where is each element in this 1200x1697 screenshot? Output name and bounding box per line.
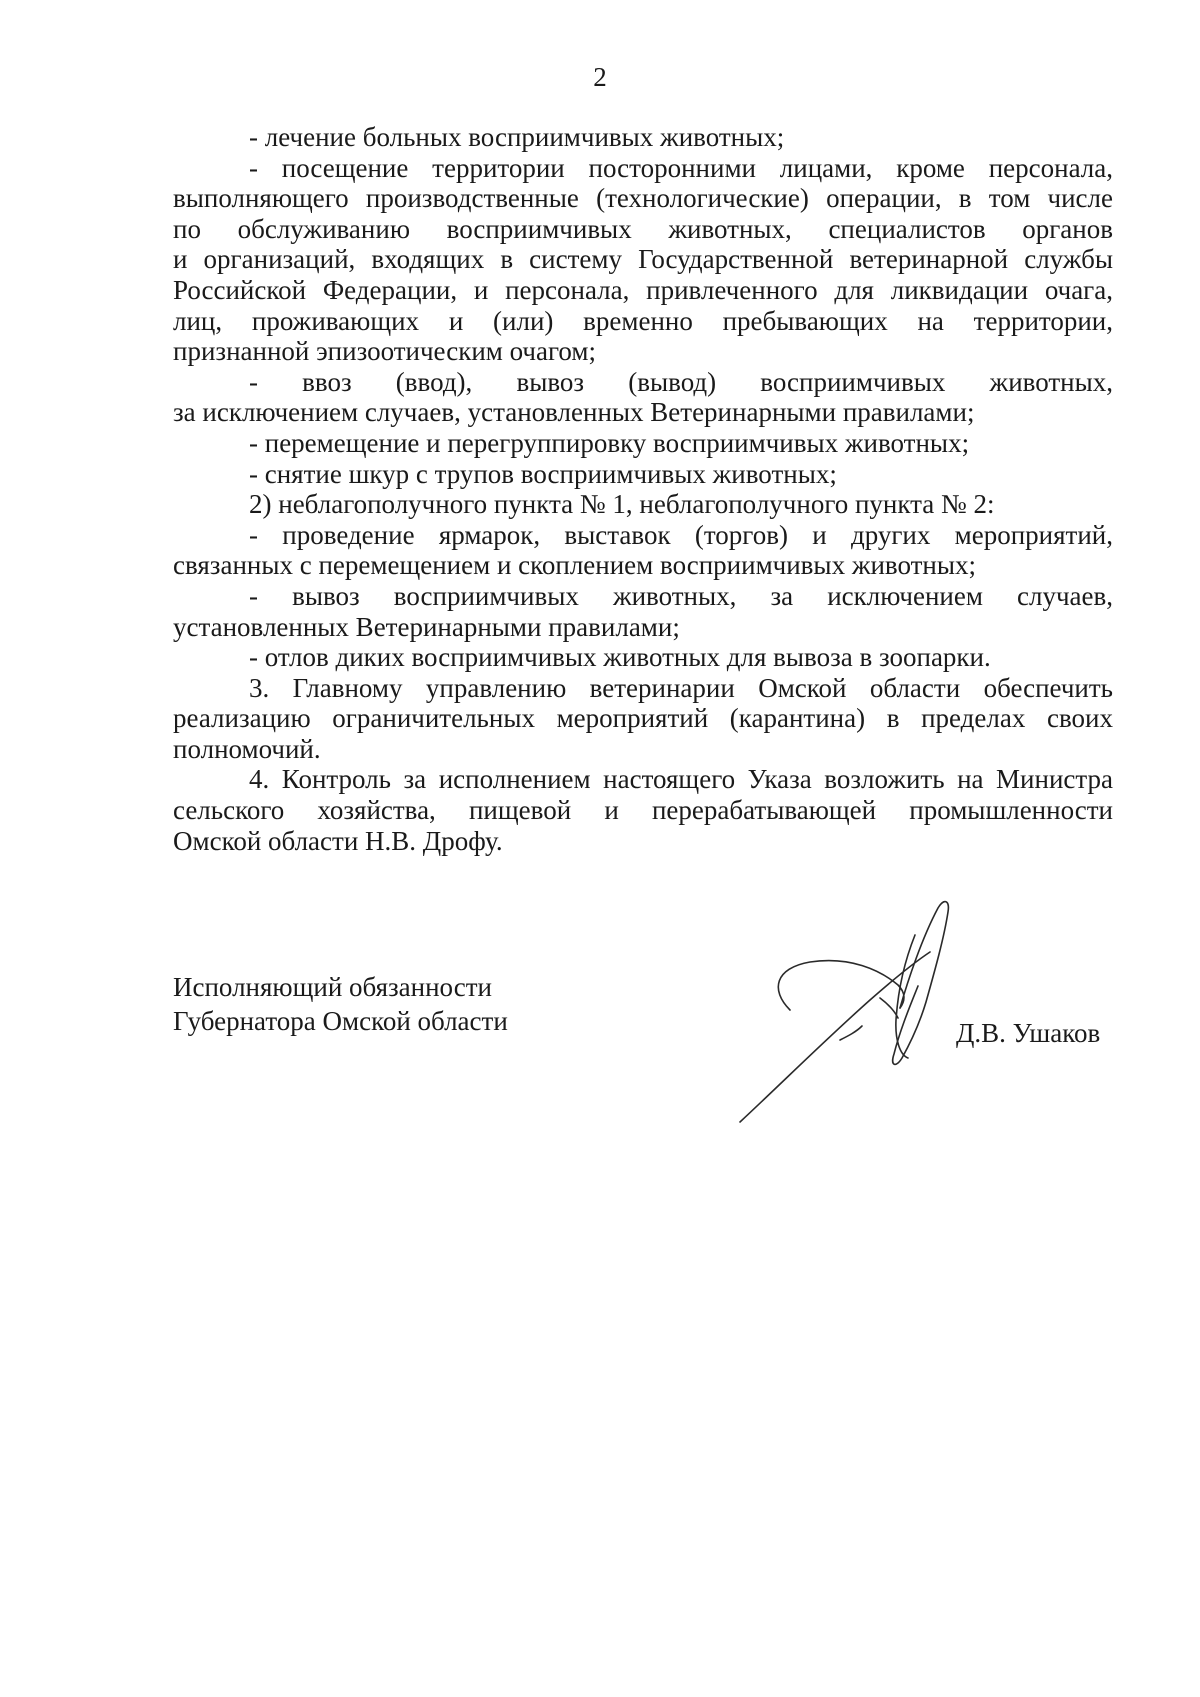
text-line: - проведение ярмарок, выставок (торгов) и других мероприятий,: [249, 519, 1113, 550]
text-line: установленных Ветеринарными правилами;: [173, 611, 680, 642]
text-line: сельского хозяйства, пищевой и перерабатывающей промышленности: [173, 795, 1113, 826]
paragraph-1: [173, 122, 1113, 153]
text-line: 4. Контроль за исполнением настоящего Указа возложить на Министра: [249, 764, 1113, 795]
paragraph-5: - снятие шкур с трупов восприимчивых животных;: [249, 458, 837, 489]
text-line: Российской Федерации, и персонала, привлеченного для ликвидации очага,: [173, 274, 1113, 305]
paragraph-7: [173, 520, 1113, 581]
text-line: полномочий.: [173, 733, 321, 764]
text-line: 3. Главному управлению ветеринарии Омской области обеспечить: [249, 672, 1113, 703]
text-line: Омской области Н.В. Дрофу.: [173, 825, 503, 856]
paragraph-11: [173, 764, 1113, 856]
text-line: лиц, проживающих и (или) временно пребывающих на территории,: [173, 305, 1113, 336]
signatory-name: Д.В. Ушаков: [956, 1018, 1101, 1048]
paragraph-10: [173, 673, 1113, 765]
text-line: признанной эпизоотическим очагом;: [173, 336, 596, 367]
position-line: Исполняющий обязанности: [173, 972, 492, 1002]
paragraph-8: [173, 581, 1113, 642]
paragraph-3: [173, 367, 1113, 428]
text-line: по обслуживанию восприимчивых животных, специалистов органов: [173, 213, 1113, 244]
text-line: - лечение больных восприимчивых животных;: [249, 122, 785, 152]
text-line: и организаций, входящих в систему Государственной ветеринарной службы: [173, 244, 1113, 275]
handwritten-signature-icon: [730, 890, 1010, 1130]
text-line: за исключением случаев, установленных Ветеринарными правилами;: [173, 397, 975, 428]
page-number: 2: [593, 62, 607, 92]
paragraph-4: - перемещение и перегруппировку восприимчивых животных;: [249, 427, 970, 458]
paragraph-6: 2) неблагополучного пункта № 1, неблагополучного пункта № 2:: [249, 489, 995, 520]
text-line: - вывоз восприимчивых животных, за исключением случаев,: [249, 580, 1113, 611]
text-line: выполняющего производственные (технологические) операции, в том числе: [173, 183, 1113, 214]
document-body: [173, 122, 1113, 856]
text-line: связанных с перемещением и скоплением восприимчивых животных;: [173, 550, 977, 581]
paragraph-2: [173, 153, 1113, 367]
signatory-position: [173, 970, 508, 1038]
text-line: - ввоз (ввод), вывоз (вывод) восприимчивых животных,: [249, 366, 1113, 397]
position-line: Губернатора Омской области: [173, 1006, 508, 1036]
text-line: - посещение территории посторонними лицами, кроме персонала,: [249, 152, 1113, 183]
text-line: реализацию ограничительных мероприятий (карантина) в пределах своих: [173, 703, 1113, 734]
paragraph-9: - отлов диких восприимчивых животных для вывоза в зоопарки.: [249, 642, 991, 673]
